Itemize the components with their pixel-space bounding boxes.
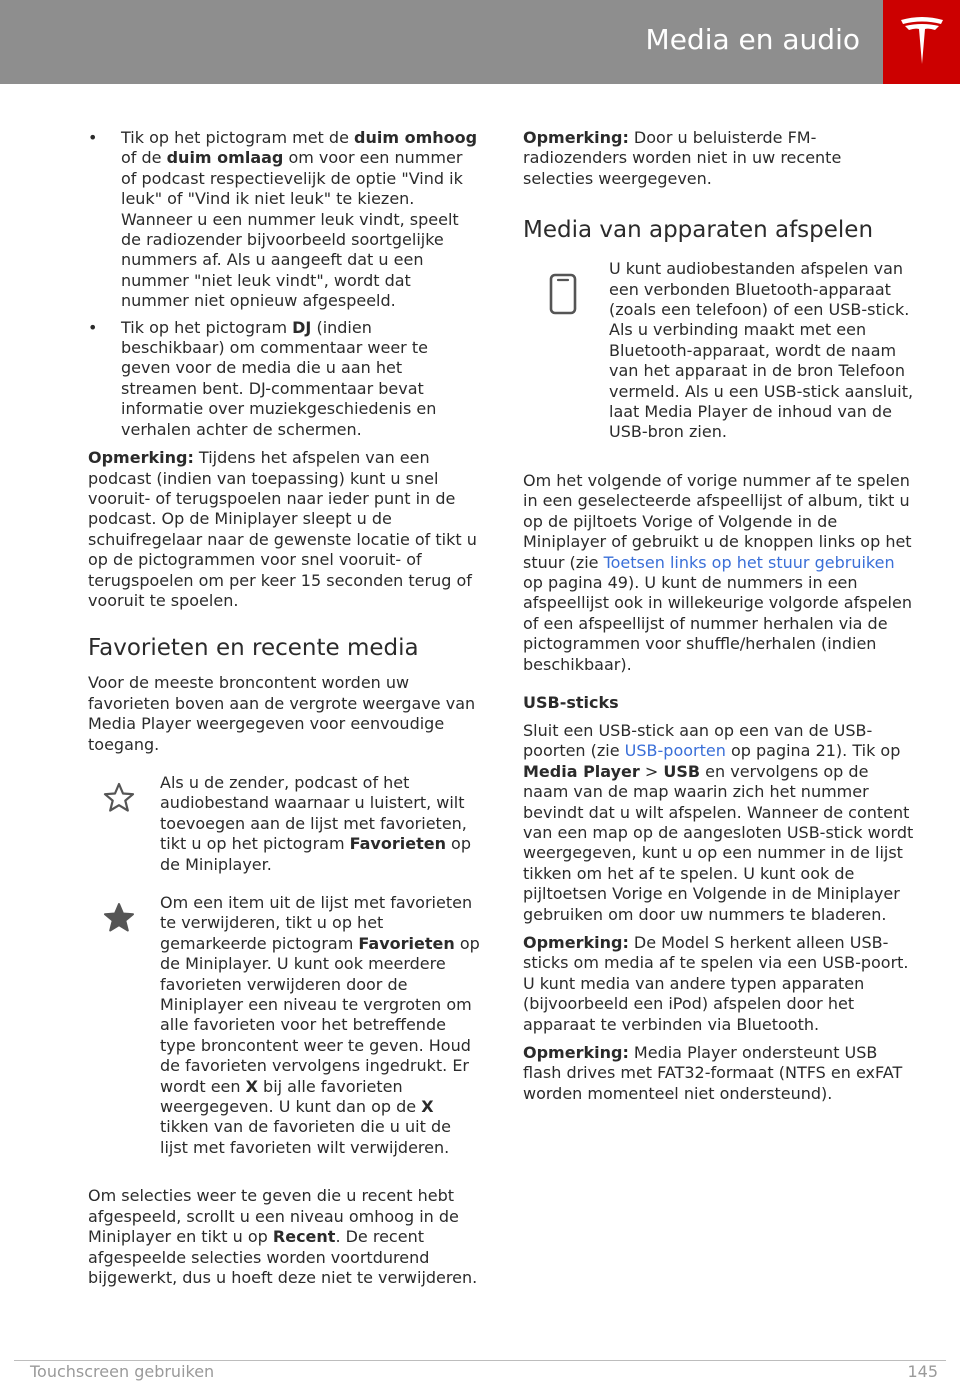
bullet-list (88, 128, 480, 440)
heading-usb: USB-sticks (523, 692, 619, 712)
usb-paragraph: Sluit een USB-stick aan op een van de USB-poorten (zie USB-poorten op pagina 21). Tik op Media Player > USB en vervolgens op de naam van de map waarin zich het nummer bevindt dat u wilt afspelen. Wanneer de content van een map op de aangesloten USB-stick wordt weergegeven, kunt u op een nummer in de lijst tikken om het af te spelen. U kunt ook de pijltoetsen Vorige en Volgende in de Miniplayer gebruiken om door uw nummers te bladeren. (523, 720, 914, 924)
footer-divider (14, 1360, 946, 1361)
star-outline-icon (102, 781, 136, 813)
tesla-logo-box (883, 0, 960, 84)
list-item: • Tik op het pictogram DJ (indien beschikbaar) om commentaar weer te geven voor de media die u aan het streamen bent. DJ-commentaar bevat informatie over muziekgeschiedenis en verhalen achter de schermen. (88, 317, 437, 439)
steering-buttons-link[interactable]: Toetsen links op het stuur gebruiken (603, 552, 895, 572)
note-fat32: Opmerking: Media Player ondersteunt USB flash drives met FAT32-formaat (NTFS en exFAT worden momenteel niet ondersteund). (523, 1043, 903, 1103)
note-fm: Opmerking: Door u beluisterde FM-radiozenders worden niet in uw recente selecties weergegeven. (523, 128, 842, 188)
footer-section: Touchscreen gebruiken (30, 1362, 215, 1381)
usb-ports-link[interactable]: USB-poorten (624, 741, 726, 761)
star-filled-icon (102, 901, 136, 933)
next-prev-paragraph: Om het volgende of vorige nummer af te spelen in een geselecteerde afspeellijst of album, tikt u op de pijltoets Vorige of Volgende in de Miniplayer of gebruikt u de knoppen links op het stuur (zie Toetsen links op het stuur gebruiken op pagina 49). U kunt de nummers in een afspeellijst ook in willekeurige volgorde afspelen of een afspeellijst of nummer herhalen via de pictogrammen voor shuffle/herhalen (indien beschikbaar). (523, 470, 912, 674)
phone-row: U kunt audiobestanden afspelen van een verbonden Bluetooth-apparaat (zoals een telefoon) of een USB-stick. Als u verbinding maakt met een Bluetooth-apparaat, wordt de naam van het apparaat in de bron Telefoon vermeld. Als u een USB-stick aansluit, laat Media Player de inhoud van de USB-bron zien. (523, 259, 915, 443)
page-title: Media en audio (645, 23, 860, 56)
favorites-intro: Voor de meeste broncontent worden uw favorieten boven aan de vergrote weergave van Media Player weergegeven voor eenvoudige toegang. (88, 673, 476, 754)
bullet-glyph: • (88, 317, 98, 337)
tesla-logo-icon (899, 16, 945, 68)
page-header (0, 0, 960, 84)
list-item: • Tik op het pictogram met de duim omhoog of de duim omlaag om voor een nummer of podcast respectievelijk de optie "Vind ik leuk" of "Vind ik niet leuk" te kiezen. Wanneer u een nummer leuk vindt, speelt de radiozender bijvoorbeeld soortgelijke nummers af. Als u aangeeft dat u een nummer "niet leuk vindt", wordt dat nummer niet opnieuw afgespeeld. (88, 128, 478, 311)
left-column (88, 128, 480, 1296)
bullet-glyph: • (88, 128, 98, 147)
note-podcast: Opmerking: Tijdens het afspelen van een podcast (indien van toepassing) kunt u snel vooruit- of terugspoelen naar ieder punt in de podcast. Op de Miniplayer sleept u de schuifregelaar naar de gewenste locatie of tikt u op de pictogrammen voor snel vooruit- of terugspoelen om per keer 15 seconden terug of vooruit te spoelen. (88, 448, 477, 610)
favorites-add-row: Als u de zender, podcast of het audiobestand waarnaar u luistert, wilt toevoegen aan de lijst met favorieten, tikt u op het pictogram Favorieten op de Miniplayer. (88, 773, 480, 875)
heading-devices: Media van apparaten afspelen (523, 217, 874, 244)
note-model-s: Opmerking: De Model S herkent alleen USB-sticks om media af te spelen via een USB-poort. U kunt media van andere typen apparaten (bijvoorbeeld een iPod) afspelen door het apparaat te verbinden via Bluetooth. (523, 933, 909, 1034)
recent-paragraph: Om selecties weer te geven die u recent hebt afgespeeld, scrollt u een niveau omhoog in de Miniplayer en tikt u op Recent. De recent afgespeelde selecties worden voortdurend bijgewerkt, dus u hoeft deze niet te verwijderen. (88, 1186, 478, 1287)
favorites-remove-row: Om een item uit de lijst met favorieten te verwijderen, tikt u op het gemarkeerde pictogram Favorieten op de Miniplayer. U kunt ook meerdere favorieten verwijderen door de Miniplayer een niveau te vergroten om alle favorieten voor het betreffende type broncontent weer te geven. Houd de favorieten vervolgens ingedrukt. Er wordt een X bij alle favorieten weergegeven. U kunt dan op de X tikken van de favorieten die u uit de lijst met favorieten wilt verwijderen. (88, 893, 480, 1158)
page-number: 145 (907, 1362, 938, 1381)
right-column (523, 128, 915, 1112)
heading-favorites: Favorieten en recente media (88, 635, 419, 662)
phone-icon (549, 273, 579, 317)
